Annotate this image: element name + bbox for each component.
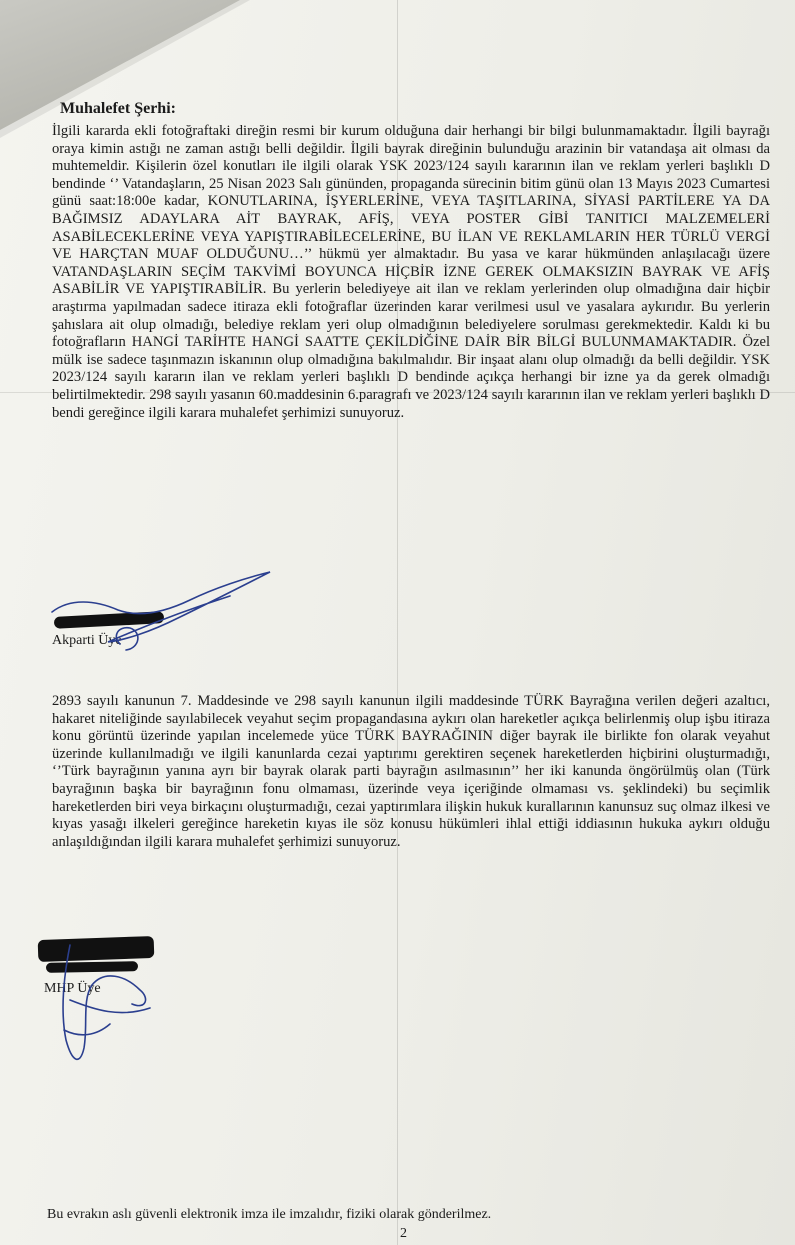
dissent-paragraph-1: İlgili kararda ekli fotoğraftaki direğin resmi bir kurum olduğuna dair herhangi bir bilgi bulunmamaktadır. İlgili bayrağı oraya kimin astığı ne zaman astığı belli değildir. İlgili bayrak direğinin bulunduğu arazinin bir vatandaşa ait olması da muhtemeldir. Kişilerin özel konutları ile ilgili olarak YSK 2023/124 sayılı kararının ilan ve reklam yerleri başlıklı D bendinde ‘’ Vatandaşların, 25 Nisan 2023 Salı gününden, propaganda sürecinin bitim günü olan 13 Mayıs 2023 Cumartesi günü saat:18:00e kadar, KONUTLARINA, İŞYERLERİNE, VEYA TAŞITLARINA, SİYASİ PARTİLERE YA DA BAĞIMSIZ ADAYLARA AİT BAYRAK, AFİŞ, VEYA POSTER GİBİ TANITICI MALZEMELERİ ASABİLECEKLERİNE VEYA YAPIŞTIRABİLECELERİNE, BU İLAN VE REKLAMLARIN HER TÜRLÜ VERGİ VE HARÇTAN MUAF OLDUĞUNU…’’ hükmü yer almaktadır. Bu yasa ve karar hükmünden anlaşılacağı üzere VATANDAŞLARIN SEÇİM TAKVİMİ BOYUNCA HİÇBİR İZNE GEREK OLMAKSIZIN BAYRAK VE AFİŞ ASABİLİR VE YAPIŞTIRABİLİR. Bu yerlerin belediyeye ait ilan ve reklam yerlerinden olup olmadığına dair hiçbir araştırma yapılmadan sadece itiraza ekli fotoğraflar üzerinden karar verilmesi usul ve yasalara aykırıdır. Bu yerlerin şahıslara ait olup olmadığı, belediye reklam yeri olup olmadığının belediyelere sorulması gerekmektedir. Kaldı ki bu fotoğrafların HANGİ TARİHTE HANGİ SAATTE ÇEKİLDİĞİNE DAİR BİR BİLGİ BULUNMAMAKTADIR. Özel mülk ise sadece taşınmazın iskanının olup olmadığına bakılmalıdır. Bir inşaat alanı olup olmadığı da belli değildir. YSK 2023/124 sayılı kararın ilan ve reklam yerleri başlıklı D bendinde açıkça herhangi bir izne ya da gerek olmadığı belirtilmektedir. 298 sayılı yasanın 60.maddesinin 6.paragrafı ve 2023/124 sayılı kararının ilan ve reklam yerleri başlıklı D bendi gereğince ilgili karara muhalefet şerhimizi sunuyoruz. (52, 123, 770, 421)
signature-1-stroke (52, 572, 270, 642)
dissent-paragraph-2: 2893 sayılı kanunun 7. Maddesinde ve 298 sayılı kanunun ilgili maddesinde TÜRK Bayrağına verilen değeri azaltıcı, hakaret niteliğinde sayılabilecek veyahut seçim propagandasına aykırı olan hareketler açıkça belirlenmiş olup işbu itiraza konu görüntü üzerinde yapılan incelemede yüce TÜRK BAYRAĞININ diğer bayrak ile birlikte fon olarak veyahut üzerinde kullanılmadığı ve ilgili kanunlarda cezai yaptırımı gerektiren seçenek hareketlerden hiçbirini oluşturmadığı, ‘’Türk bayrağının yanına ayrı bir bayrak olarak parti bayrağın asılmasının’’ her iki kanunda öngörülmüş olan (Türk bayrağının başka bir bayrağının fonu olmaması, üzerinde veya içeriğinde olmaması vs. şeklindeki) bu seçimlik hareketlerden biri veya birkaçını oluşturmadığı, cezai yaptırımlara ilişkin hukuk kurallarının kanunsuz suç olmaz ilkesi ve kıyas yasağı ilkeleri gereğince hareketin kıyas ile söz konusu hükümleri ihlal ettiği iddiasının hukuka aykırı olduğu anlaşıldığından ilgili karara muhalefet şerhimizi sunuyoruz. (52, 693, 770, 850)
page-number: 2 (400, 1226, 407, 1241)
e-signature-footer: Bu evrakın aslı güvenli elektronik imza ile imzalıdır, fiziki olarak gönderilmez. (47, 1207, 492, 1222)
signature-2-label: MHP Üye (44, 981, 101, 996)
signature-1-label: Akparti Üye (52, 633, 122, 648)
dissent-heading: Muhalefet Şerhi: (60, 100, 176, 117)
